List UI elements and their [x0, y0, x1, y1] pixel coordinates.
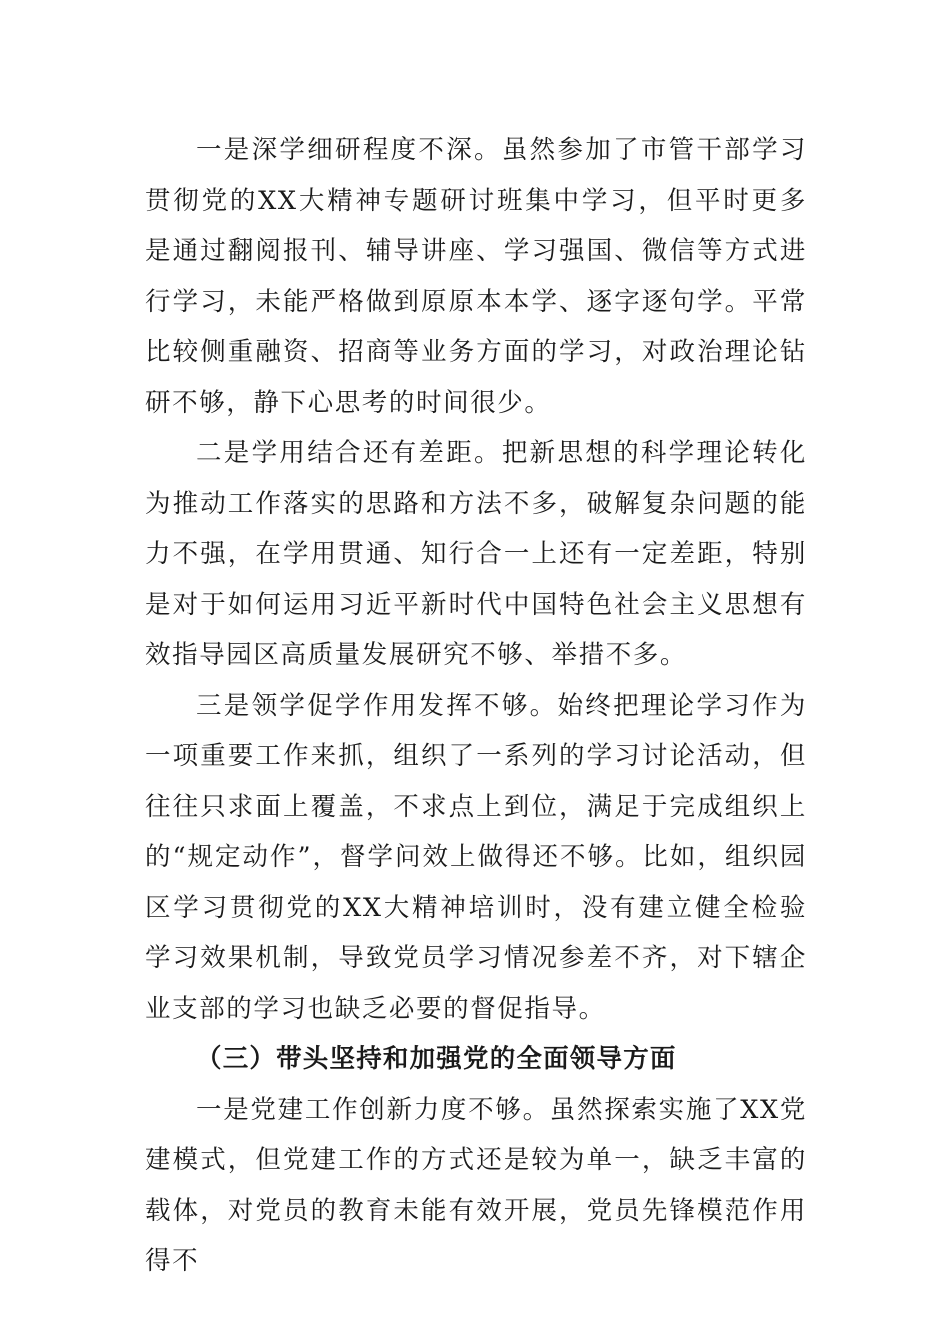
paragraph-study-application: 二是学用结合还有差距。把新思想的科学理论转化为推动工作落实的思路和方法不多，破解复杂问题的能力不强，在学用贯通、知行合一上还有一定差距，特别是对于如何运用习近平新时代中国特色社会主义思想有效指导园区高质量发展研究不够、举措不多。	[145, 438, 807, 670]
paragraph-leading-study: 三是领学促学作用发挥不够。始终把理论学习作为一项重要工作来抓，组织了一系列的学习讨论活动，但往往只求面上覆盖，不求点上到位，满足于完成组织上的“规定动作”，督学问效上做得还不够。比如，组织园区学习贯彻党的XX大精神培训时，没有建立健全检验学习效果机制，导致党员学习情况参差不齐，对下辖企业支部的学习也缺乏必要的督促指导。	[145, 690, 807, 1024]
paragraph-party-building: 一是党建工作创新力度不够。虽然探索实施了XX党建模式，但党建工作的方式还是较为单一，缺乏丰富的载体，对党员的教育未能有效开展，党员先锋模范作用得不	[145, 1094, 807, 1276]
document-body	[145, 125, 807, 1287]
section-heading: （三）带头坚持和加强党的全面领导方面	[196, 1044, 677, 1074]
paragraph-study-depth: 一是深学细研程度不深。虽然参加了市管干部学习贯彻党的XX大精神专题研讨班集中学习，但平时更多是通过翻阅报刊、辅导讲座、学习强国、微信等方式进行学习，未能严格做到原原本本学、逐字逐句学。平常比较侧重融资、招商等业务方面的学习，对政治理论钻研不够，静下心思考的时间很少。	[145, 135, 807, 418]
